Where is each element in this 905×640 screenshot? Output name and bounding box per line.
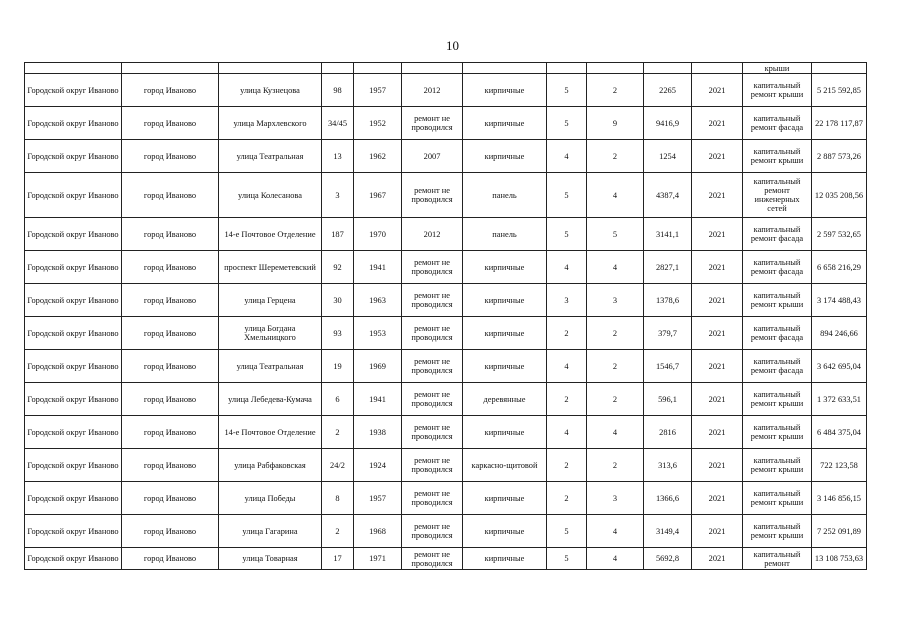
cell-street: улица Театральная: [219, 140, 322, 173]
table-row: [25, 350, 867, 383]
cell-city: город Иваново: [122, 482, 219, 515]
table-row: [25, 548, 867, 570]
cell-street: улица Богдана Хмельницкого: [219, 317, 322, 350]
cell-cost: 2 887 573,26: [812, 140, 867, 173]
cell-district: Городской округ Иваново: [25, 140, 122, 173]
cell-entrances: 2: [587, 140, 644, 173]
cell-floors: 2: [547, 482, 587, 515]
cell-entrances: 2: [587, 383, 644, 416]
cell-plan-year: 2021: [692, 173, 743, 218]
cell-cost: 12 035 208,56: [812, 173, 867, 218]
cell-entrances: 2: [587, 74, 644, 107]
cell-entrances: 4: [587, 548, 644, 570]
cell-plan-year: 2021: [692, 74, 743, 107]
cell-city: город Иваново: [122, 350, 219, 383]
cell-last-repair: ремонт не проводился: [402, 350, 463, 383]
cell-street: улица Товарная: [219, 548, 322, 570]
cell-district: Городской округ Иваново: [25, 74, 122, 107]
cell-year-built: 1970: [354, 218, 402, 251]
cell-house-number: 30: [322, 284, 354, 317]
cell-plan-year: 2021: [692, 548, 743, 570]
cell-district: Городской округ Иваново: [25, 218, 122, 251]
cell-wall-material: кирпичные: [463, 140, 547, 173]
cell-floors: 5: [547, 173, 587, 218]
page-number: 10: [446, 38, 459, 53]
cell-district: Городской округ Иваново: [25, 515, 122, 548]
cell-last-repair: ремонт не проводился: [402, 284, 463, 317]
cell-floors: 4: [547, 416, 587, 449]
cell-floors: 2: [547, 449, 587, 482]
cell-year-built: 1941: [354, 383, 402, 416]
cell-city: город Иваново: [122, 515, 219, 548]
cell-floors: 5: [547, 218, 587, 251]
cell-work-type: капитальный ремонт: [743, 548, 812, 570]
table-row: [25, 449, 867, 482]
cell-entrances: 4: [587, 251, 644, 284]
cell-last-repair: ремонт не проводился: [402, 317, 463, 350]
cell-street: улица Победы: [219, 482, 322, 515]
cell-entrances: 2: [587, 317, 644, 350]
cell-area: 1378,6: [644, 284, 692, 317]
cell-wall-material: кирпичные: [463, 482, 547, 515]
cell-plan-year: 2021: [692, 515, 743, 548]
cell-house-number: 17: [322, 548, 354, 570]
cell-street: улица Гагарина: [219, 515, 322, 548]
table-row: [25, 173, 867, 218]
cell-district: Городской округ Иваново: [25, 284, 122, 317]
cell-plan-year: 2021: [692, 284, 743, 317]
cell-last-repair: ремонт не проводился: [402, 515, 463, 548]
cell-wall-material: кирпичные: [463, 416, 547, 449]
cell-street: 14-е Почтовое Отделение: [219, 218, 322, 251]
cell-work-type: крыши: [743, 63, 812, 74]
table-row-continued: [25, 63, 867, 74]
cell-city: город Иваново: [122, 317, 219, 350]
cell-last-repair: ремонт не проводился: [402, 416, 463, 449]
cell-house-number: 24/2: [322, 449, 354, 482]
cell-plan-year: 2021: [692, 449, 743, 482]
cell-last-repair: ремонт не проводился: [402, 383, 463, 416]
cell-district: Городской округ Иваново: [25, 449, 122, 482]
cell-cost: 22 178 117,87: [812, 107, 867, 140]
cell-entrances: 4: [587, 173, 644, 218]
cell-plan-year: 2021: [692, 383, 743, 416]
cell-cost: 722 123,58: [812, 449, 867, 482]
cell-area: 2265: [644, 74, 692, 107]
cell-house-number: 2: [322, 515, 354, 548]
table-row: [25, 317, 867, 350]
table-body: [25, 63, 867, 570]
cell-work-type: капитальный ремонт фасада: [743, 107, 812, 140]
cell-city: город Иваново: [122, 449, 219, 482]
cell-area: 1366,6: [644, 482, 692, 515]
cell-wall-material: кирпичные: [463, 350, 547, 383]
cell-cost: 1 372 633,51: [812, 383, 867, 416]
cell-work-type: капитальный ремонт крыши: [743, 383, 812, 416]
cell-house-number: 8: [322, 482, 354, 515]
table-row: [25, 416, 867, 449]
cell-year-built: 1962: [354, 140, 402, 173]
cell-year-built: 1967: [354, 173, 402, 218]
cell-house-number: 187: [322, 218, 354, 251]
cell-entrances: 2: [587, 350, 644, 383]
cell-work-type: капитальный ремонт фасада: [743, 218, 812, 251]
cell-wall-material: кирпичные: [463, 515, 547, 548]
cell-cost: 6 484 375,04: [812, 416, 867, 449]
cell-wall-material: кирпичные: [463, 107, 547, 140]
cell-district: Городской округ Иваново: [25, 251, 122, 284]
cell-house-number: 19: [322, 350, 354, 383]
table-row: [25, 383, 867, 416]
cell-floors: 5: [547, 515, 587, 548]
cell-plan-year: 2021: [692, 482, 743, 515]
cell-entrances: 9: [587, 107, 644, 140]
cell-city: город Иваново: [122, 416, 219, 449]
cell-wall-material: каркасно-щитовой: [463, 449, 547, 482]
cell-year-built: 1957: [354, 74, 402, 107]
cell-area: 4387,4: [644, 173, 692, 218]
cell-house-number: 6: [322, 383, 354, 416]
cell-city: город Иваново: [122, 284, 219, 317]
repair-registry-table: [24, 62, 867, 570]
cell-wall-material: кирпичные: [463, 284, 547, 317]
cell-district: Городской округ Иваново: [25, 482, 122, 515]
cell-street: улица Рабфаковская: [219, 449, 322, 482]
cell-year-built: 1957: [354, 482, 402, 515]
cell-cost: 7 252 091,89: [812, 515, 867, 548]
cell-cost: 3 174 488,43: [812, 284, 867, 317]
cell-house-number: 3: [322, 173, 354, 218]
cell-wall-material: кирпичные: [463, 251, 547, 284]
cell-district: Городской округ Иваново: [25, 173, 122, 218]
cell-last-repair: ремонт не проводился: [402, 482, 463, 515]
table-row: [25, 218, 867, 251]
cell-wall-material: панель: [463, 173, 547, 218]
table-row: [25, 482, 867, 515]
cell-year-built: 1969: [354, 350, 402, 383]
table-row: [25, 140, 867, 173]
cell-last-repair: ремонт не проводился: [402, 173, 463, 218]
cell-house-number: 92: [322, 251, 354, 284]
cell-year-built: 1952: [354, 107, 402, 140]
cell-street: улица Герцена: [219, 284, 322, 317]
cell-plan-year: 2021: [692, 317, 743, 350]
cell-area: 9416,9: [644, 107, 692, 140]
table-row: [25, 284, 867, 317]
cell-floors: 4: [547, 350, 587, 383]
cell-work-type: капитальный ремонт крыши: [743, 284, 812, 317]
cell-district: Городской округ Иваново: [25, 350, 122, 383]
cell-work-type: капитальный ремонт крыши: [743, 416, 812, 449]
cell-year-built: 1938: [354, 416, 402, 449]
cell-entrances: 4: [587, 416, 644, 449]
cell-street: 14-е Почтовое Отделение: [219, 416, 322, 449]
cell-house-number: 34/45: [322, 107, 354, 140]
cell-cost: 3 146 856,15: [812, 482, 867, 515]
cell-area: 2816: [644, 416, 692, 449]
cell-entrances: 4: [587, 515, 644, 548]
cell-year-built: 1953: [354, 317, 402, 350]
cell-year-built: 1924: [354, 449, 402, 482]
cell-cost: 5 215 592,85: [812, 74, 867, 107]
cell-work-type: капитальный ремонт крыши: [743, 515, 812, 548]
cell-house-number: 2: [322, 416, 354, 449]
cell-area: 3141,1: [644, 218, 692, 251]
cell-floors: 5: [547, 74, 587, 107]
cell-city: город Иваново: [122, 383, 219, 416]
cell-floors: 4: [547, 251, 587, 284]
cell-street: проспект Шереметевский: [219, 251, 322, 284]
cell-wall-material: кирпичные: [463, 548, 547, 570]
cell-area: 313,6: [644, 449, 692, 482]
cell-city: город Иваново: [122, 173, 219, 218]
table-row: [25, 107, 867, 140]
cell-floors: 5: [547, 107, 587, 140]
cell-area: 2827,1: [644, 251, 692, 284]
cell-district: Городской округ Иваново: [25, 548, 122, 570]
cell-city: город Иваново: [122, 548, 219, 570]
cell-entrances: 3: [587, 482, 644, 515]
cell-house-number: 93: [322, 317, 354, 350]
cell-city: город Иваново: [122, 107, 219, 140]
table-row: [25, 251, 867, 284]
cell-area: 1546,7: [644, 350, 692, 383]
cell-work-type: капитальный ремонт фасада: [743, 317, 812, 350]
cell-district: Городской округ Иваново: [25, 317, 122, 350]
cell-work-type: капитальный ремонт инженерных сетей: [743, 173, 812, 218]
cell-entrances: 5: [587, 218, 644, 251]
cell-work-type: капитальный ремонт фасада: [743, 350, 812, 383]
table-row: [25, 515, 867, 548]
cell-wall-material: кирпичные: [463, 74, 547, 107]
cell-floors: 5: [547, 548, 587, 570]
cell-district: Городской округ Иваново: [25, 107, 122, 140]
cell-year-built: 1963: [354, 284, 402, 317]
cell-plan-year: 2021: [692, 107, 743, 140]
cell-street: улица Кузнецова: [219, 74, 322, 107]
cell-floors: 4: [547, 140, 587, 173]
cell-street: улица Мархлевского: [219, 107, 322, 140]
cell-work-type: капитальный ремонт крыши: [743, 449, 812, 482]
cell-area: 1254: [644, 140, 692, 173]
cell-area: 3149,4: [644, 515, 692, 548]
cell-cost: 3 642 695,04: [812, 350, 867, 383]
cell-plan-year: 2021: [692, 350, 743, 383]
table-row: [25, 74, 867, 107]
cell-street: улица Лебедева-Кумача: [219, 383, 322, 416]
cell-district: Городской округ Иваново: [25, 383, 122, 416]
cell-entrances: 3: [587, 284, 644, 317]
cell-last-repair: 2007: [402, 140, 463, 173]
cell-plan-year: 2021: [692, 251, 743, 284]
cell-area: 5692,8: [644, 548, 692, 570]
cell-plan-year: 2021: [692, 218, 743, 251]
cell-work-type: капитальный ремонт фасада: [743, 251, 812, 284]
cell-cost: 6 658 216,29: [812, 251, 867, 284]
cell-house-number: 13: [322, 140, 354, 173]
cell-year-built: 1968: [354, 515, 402, 548]
cell-work-type: капитальный ремонт крыши: [743, 482, 812, 515]
cell-area: 596,1: [644, 383, 692, 416]
cell-work-type: капитальный ремонт крыши: [743, 140, 812, 173]
cell-cost: 894 246,66: [812, 317, 867, 350]
cell-wall-material: кирпичные: [463, 317, 547, 350]
cell-wall-material: панель: [463, 218, 547, 251]
cell-last-repair: 2012: [402, 218, 463, 251]
cell-city: город Иваново: [122, 218, 219, 251]
cell-entrances: 2: [587, 449, 644, 482]
cell-city: город Иваново: [122, 251, 219, 284]
cell-last-repair: 2012: [402, 74, 463, 107]
cell-street: улица Театральная: [219, 350, 322, 383]
cell-work-type: капитальный ремонт крыши: [743, 74, 812, 107]
cell-street: улица Колесанова: [219, 173, 322, 218]
cell-district: Городской округ Иваново: [25, 416, 122, 449]
cell-city: город Иваново: [122, 140, 219, 173]
cell-last-repair: ремонт не проводился: [402, 449, 463, 482]
cell-wall-material: деревянные: [463, 383, 547, 416]
cell-house-number: 98: [322, 74, 354, 107]
cell-floors: 3: [547, 284, 587, 317]
cell-floors: 2: [547, 383, 587, 416]
cell-floors: 2: [547, 317, 587, 350]
cell-plan-year: 2021: [692, 140, 743, 173]
cell-cost: 13 108 753,63: [812, 548, 867, 570]
cell-plan-year: 2021: [692, 416, 743, 449]
cell-year-built: 1941: [354, 251, 402, 284]
cell-last-repair: ремонт не проводился: [402, 548, 463, 570]
cell-last-repair: ремонт не проводился: [402, 107, 463, 140]
cell-last-repair: ремонт не проводился: [402, 251, 463, 284]
cell-cost: 2 597 532,65: [812, 218, 867, 251]
cell-area: 379,7: [644, 317, 692, 350]
cell-year-built: 1971: [354, 548, 402, 570]
cell-city: город Иваново: [122, 74, 219, 107]
